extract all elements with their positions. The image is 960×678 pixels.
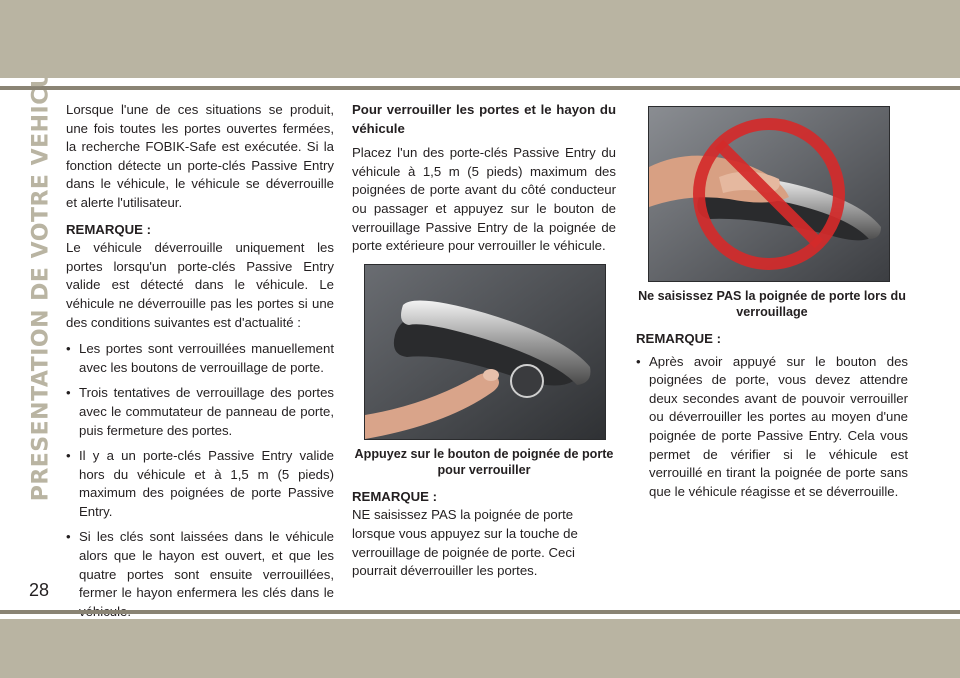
note-list bbox=[636, 353, 908, 502]
note-title: REMARQUE : bbox=[636, 331, 721, 346]
list-item: • Trois tentatives de verrouillage des portes avec le commutateur de panneau de porte, puis fermeture des portes. bbox=[66, 384, 334, 440]
do-not-grab-handle-photo bbox=[648, 106, 890, 282]
list-item: • Si les clés sont laissées dans le véhicule alors que le hayon est ouvert, et que les quatre portes sont ensuite verrouillées, fermer le hayon enfermera les clés dans le bbox=[66, 528, 334, 621]
door-handle-press-photo bbox=[364, 264, 606, 440]
column-3 bbox=[636, 106, 908, 508]
list-item: • Il y a un porte-clés Passive Entry valide hors du véhicule et à 1,5 m (5 pieds) maximum des poignées de porte Passive Entry. bbox=[66, 447, 334, 521]
header-band bbox=[0, 0, 960, 78]
conditions-list bbox=[66, 340, 334, 621]
section-title: PRESENTATION DE VOTRE VEHICULE bbox=[28, 39, 54, 501]
footer-band bbox=[0, 619, 960, 678]
note-paragraph: Le véhicule déverrouille uniquement les portes lorsqu'un porte-clés Passive Entry valide est détecté dans le véhicule. Le véhicule ne déverrouille pas les portes si une des conditions suivantes est d'actualité : bbox=[66, 240, 334, 330]
figure-caption: Ne saisissez PAS la poignée de porte lors du verrouillage bbox=[638, 289, 906, 319]
section-heading: Pour verrouiller les portes et le hayon du véhicule bbox=[352, 102, 616, 136]
note-title: REMARQUE : bbox=[352, 488, 437, 504]
column-2 bbox=[352, 101, 616, 589]
list-item: • Après avoir appuyé sur le bouton des poignées de porte, vous devez attendre deux secondes avant de pouvoir verrouiller ou déverrouiller les portes au moyen d'une poignée de porte Passive Entry. Cela vous permet de vérifier si le véhicule est verrouillé en tirant la poignée de porte sans que le véhicule réagisse et se déverrouille. bbox=[636, 353, 908, 502]
section-sidebar bbox=[23, 39, 59, 501]
column-1 bbox=[66, 101, 334, 628]
lock-instructions: Placez l'un des porte-clés Passive Entry du véhicule à 1,5 m (5 pieds) maximum des poignées de porte avant du côté conducteur ou passager et appuyez sur le bouton de verrouillage Passive Entry de la poignée de porte extérieure pour verrouiller le véhicule. bbox=[352, 145, 616, 254]
note-paragraph: NE saisissez PAS la poignée de porte lorsque vous appuyez sur la touche de verrouillage de poignée de porte. Ceci pourrait déverrouiller les portes. bbox=[352, 507, 578, 579]
page-number: 28 bbox=[29, 580, 50, 600]
footer-divider bbox=[0, 610, 960, 614]
note-title: REMARQUE : bbox=[66, 221, 151, 237]
intro-paragraph: Lorsque l'une de ces situations se produit, une fois toutes les portes ouvertes fermées, la recherche FOBIK-Safe est exécutée. Si la fonction détecte un porte-clés Passive Entry dans le véhicule, le véhicule se déverrouille et alerte l'utilisateur. bbox=[66, 102, 334, 210]
figure-caption: Appuyez sur le bouton de poignée de porte pour verrouiller bbox=[354, 446, 614, 477]
header-divider bbox=[0, 86, 960, 90]
list-item: • Les portes sont verrouillées manuellement avec les boutons de verrouillage de porte. bbox=[66, 340, 334, 377]
